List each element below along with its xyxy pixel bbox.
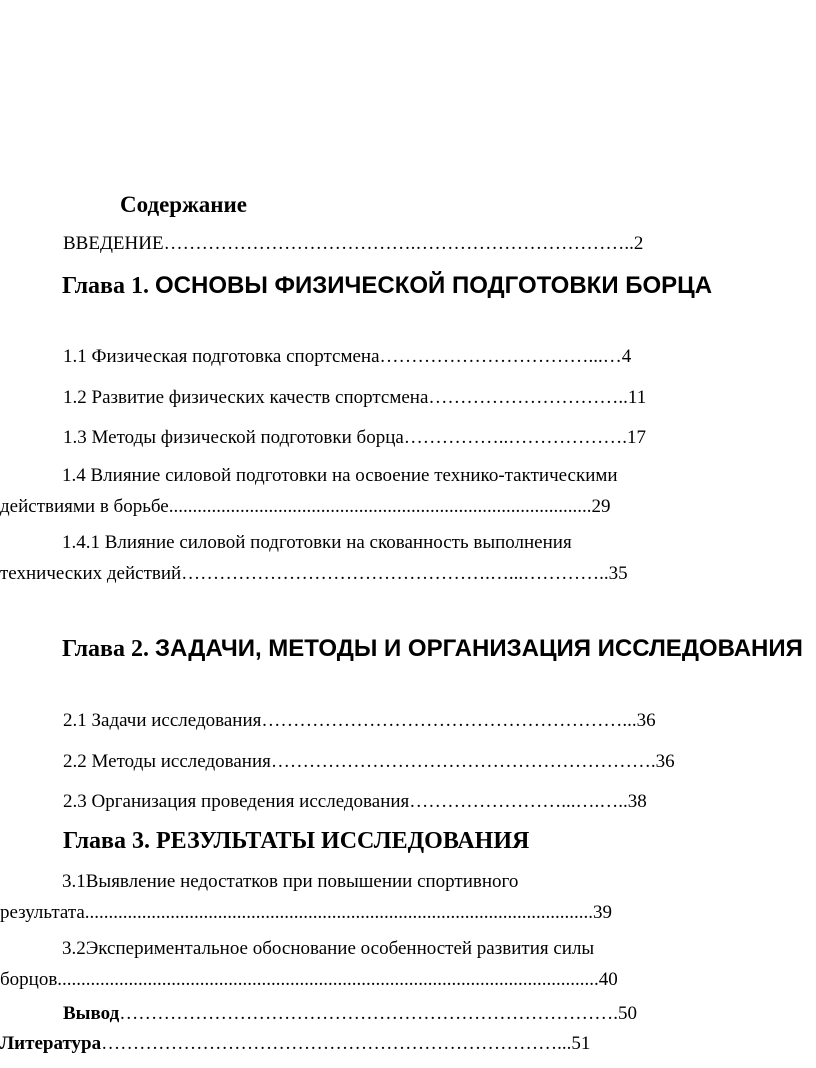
- toc-entry-3-1-line2: результата...........................................................................................................39: [0, 902, 613, 923]
- toc-entry-1-4-1-line2: технических действий………………………………………….…...…………..35: [0, 563, 628, 584]
- chapter-1-title: ОСНОВЫ ФИЗИЧЕСКОЙ ПОДГОТОВКИ БОРЦА: [155, 272, 713, 299]
- conclusion-label: Вывод: [63, 1003, 120, 1024]
- toc-entry-2-3: 2.3 Организация проведения исследования……………………...….…..38: [63, 791, 647, 812]
- toc-entry-1-4-1: [0, 527, 812, 589]
- toc-entry-3-1: [0, 866, 812, 928]
- toc-entry-1-3: 1.3 Методы физической подготовки борца……………..……………….17: [63, 427, 647, 448]
- chapter-2-heading: [0, 633, 814, 665]
- toc-entry-1-4-1-line1: 1.4.1 Влияние силовой подготовки на скованность выполнения: [62, 532, 572, 553]
- literature-label: Литература: [0, 1033, 102, 1054]
- chapter-1-heading: [0, 270, 814, 302]
- toc-entry-intro: ВВЕДЕНИЕ………………………………….……………………………..2: [63, 233, 644, 254]
- toc-entry-conclusion: [63, 1003, 637, 1025]
- toc-entry-1-4-line1: 1.4 Влияние силовой подготовки на освоение технико-тактическими: [62, 465, 618, 486]
- toc-entry-3-2-line1: 3.2Экспериментальное обоснование особенностей развития силы: [62, 938, 595, 959]
- toc-entry-2-1: 2.1 Задачи исследования…………………………………………………...36: [63, 710, 656, 731]
- toc-entry-3-2: [0, 933, 812, 995]
- toc-entry-1-4: [0, 460, 812, 522]
- conclusion-page: …………………………………………………………………….50: [119, 1003, 637, 1024]
- chapter-3-heading: Глава 3. РЕЗУЛЬТАТЫ ИССЛЕДОВАНИЯ: [63, 828, 530, 854]
- toc-entry-literature: [0, 1033, 590, 1055]
- chapter-2-title: ЗАДАЧИ, МЕТОДЫ И ОРГАНИЗАЦИЯ ИССЛЕДОВАНИЯ: [155, 635, 803, 662]
- toc-entry-3-2-line2: борцов..................................................................................................................40: [0, 969, 618, 990]
- toc-entry-3-1-line1: 3.1Выявление недостатков при повышении спортивного: [62, 871, 519, 892]
- literature-page: ………………………………………………………………...51: [101, 1033, 591, 1054]
- toc-entry-1-4-line2: действиями в борьбе.........................................................................................29: [0, 496, 611, 517]
- toc-title: Содержание: [120, 192, 247, 217]
- toc-entry-1-1: 1.1 Физическая подготовка спортсмена……………………………...…4: [63, 346, 632, 367]
- chapter-1-prefix: Глава 1.: [62, 273, 149, 299]
- chapter-2-prefix: Глава 2.: [62, 636, 149, 662]
- toc-entry-2-2: 2.2 Методы исследования…………………………………………………….36: [63, 751, 675, 772]
- toc-entry-1-2: 1.2 Развитие физических качеств спортсмена…………………………..11: [63, 387, 647, 408]
